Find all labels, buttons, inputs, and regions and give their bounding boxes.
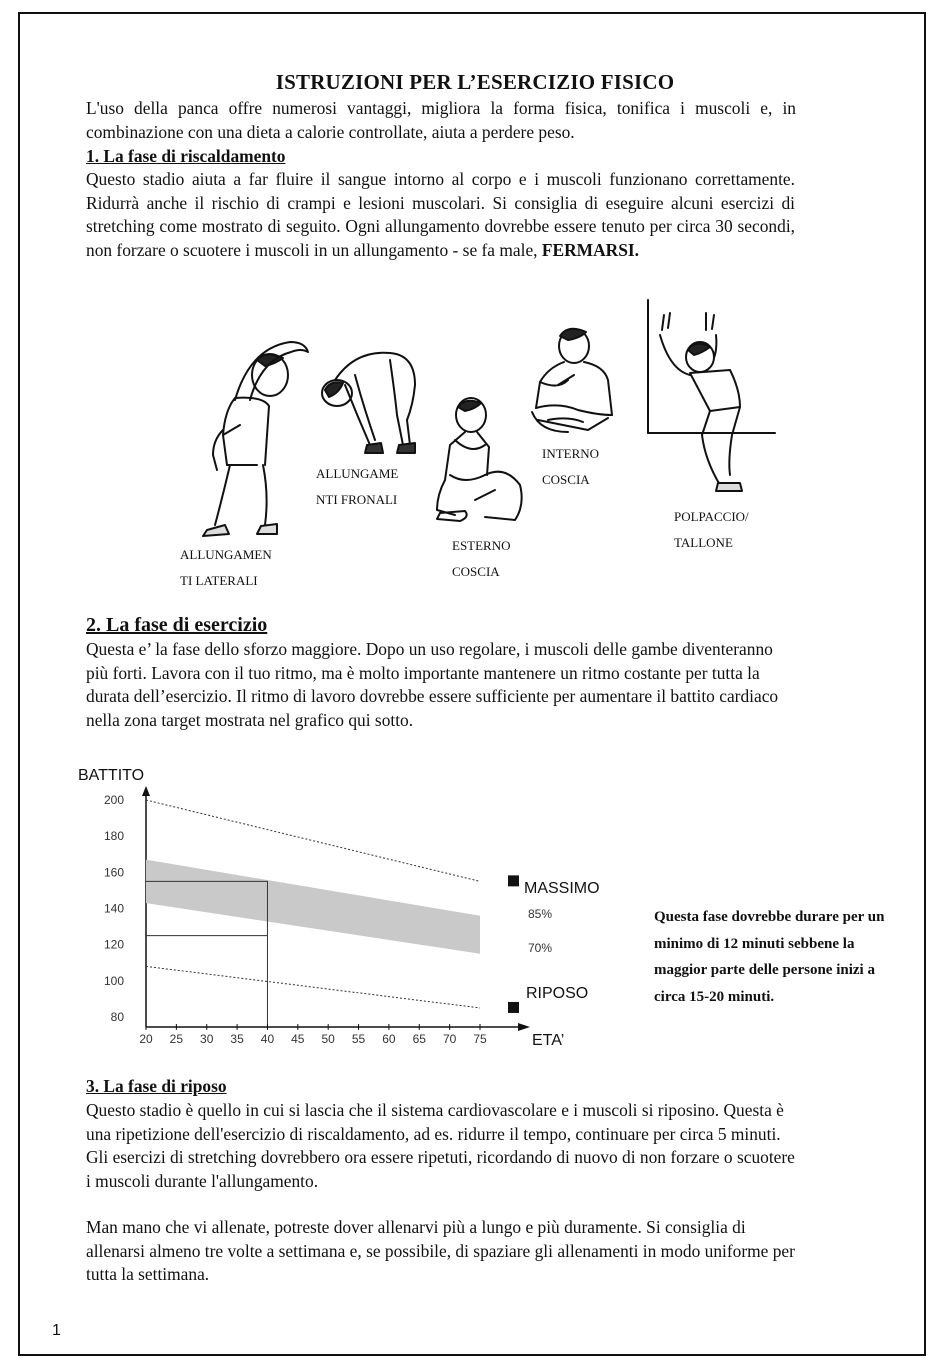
section1-heading: 1. La fase di riscaldamento: [86, 146, 286, 166]
band-upper-label: 85%: [528, 907, 553, 921]
y-axis-label: BATTITO: [78, 767, 145, 784]
series-label-riposo: RIPOSO: [526, 985, 589, 1002]
x-axis-label: ETA’: [532, 1032, 565, 1049]
caption-frontal-line1: ALLUNGAME: [316, 466, 399, 481]
x-tick-label: 50: [321, 1032, 335, 1046]
outer-thigh-stretch-figure: [425, 395, 540, 530]
y-tick-label: 140: [103, 901, 124, 916]
caption-calf-line2: TALLONE: [674, 535, 733, 550]
series-label-massimo: MASSIMO: [524, 880, 600, 897]
x-tick-label: 35: [230, 1032, 244, 1046]
y-tick-label: 100: [103, 973, 124, 988]
caption-outer-line1: ESTERNO: [452, 538, 511, 553]
intro-paragraph: L'uso della panca offre numerosi vantaggi, migliora la forma fisica, tonifica i muscoli e, in combinazione con una dieta a calorie controllate, aiuta a perdere peso.: [86, 98, 796, 142]
x-tick-label: 25: [169, 1032, 184, 1046]
x-tick-label: 40: [260, 1032, 275, 1046]
section3-body2: Man mano che vi allenate, potreste dover allenarvi più a lungo e più duramente. Si consiglia di allenarsi almeno tre volte a settimana e, se possibile, di spaziare gli allenamenti in modo uniforme per tutta la settimana.: [86, 1217, 795, 1284]
caption-outer-thigh: [452, 533, 511, 585]
section1-body: [86, 168, 795, 262]
x-tick-label: 55: [351, 1032, 366, 1046]
x-tick-label: 20: [139, 1032, 153, 1046]
series-marker-riposo: [508, 1002, 519, 1013]
caption-frontal-line2: NTI FRONALI: [316, 492, 398, 507]
y-tick-label: 80: [110, 1010, 124, 1024]
section1-body-text: Questo stadio aiuta a far fluire il sangue intorno al corpo e i muscoli funzionano correttamente. Ridurrà anche il rischio di crampi e lesioni muscolari. Si consiglia di eseguire alcuni esercizi di stretching come mostrato di seguito. Ogni allungamento dovrebbe essere tenuto per circa 30 secondi, non forzare o scuotere i muscoli in un allungamento - se fa male,: [86, 169, 795, 260]
x-tick-label: 45: [291, 1032, 305, 1046]
target-zone-area: [146, 860, 480, 954]
x-tick-label: 60: [382, 1032, 396, 1046]
caption-frontal: [316, 461, 398, 513]
section2-heading: 2. La fase di esercizio: [86, 614, 268, 636]
y-tick-label: 200: [103, 793, 124, 807]
section2-body: Questa e’ la fase dello sforzo maggiore. Dopo un uso regolare, i muscoli delle gambe diventeranno più forti. Lavora con il tuo ritmo, ma è molto importante mantenere un ritmo costante per tutta la durata dell’esercizio. Il ritmo di lavoro dovrebbe essere sufficiente per aumentare il battito cardiaco nella zona target mostrata nel grafico qui sotto.: [86, 639, 779, 730]
x-tick-label: 30: [200, 1032, 214, 1046]
caption-outer-line2: COSCIA: [452, 564, 500, 579]
section3-body1: Questo stadio è quello in cui si lascia che il sistema cardiovascolare e i muscoli si riposino. Questa è una ripetizione dell'esercizio di riscaldamento, ad es. ridurre il tempo, continuare per circa 5 minuti. Gli esercizi di stretching dovrebbero ora essere ripetuti, ricordando di nuovo di non forzare o scuotere i muscoli durante l'allungamento.: [86, 1100, 795, 1191]
band-lower-label: 70%: [528, 941, 553, 955]
section1-body-bold: FERMARSI.: [541, 239, 639, 260]
x-tick-label: 75: [473, 1032, 487, 1046]
y-tick-label: 180: [103, 829, 124, 844]
series-marker-massimo: [508, 875, 519, 886]
x-tick-label: 70: [442, 1032, 457, 1046]
caption-inner-thigh: [542, 441, 599, 493]
section3-heading: 3. La fase di riposo: [86, 1076, 227, 1096]
frontal-stretch-figure: [315, 345, 425, 460]
caption-inner-line2: COSCIA: [542, 472, 590, 487]
page-number: 1: [52, 1322, 61, 1339]
page-title: ISTRUZIONI PER L’ESERCIZIO FISICO: [275, 70, 675, 94]
y-tick-label: 120: [103, 937, 124, 952]
caption-lateral-line2: TI LATERALI: [180, 573, 258, 588]
y-tick-label: 160: [103, 865, 124, 880]
lateral-stretch-figure: [195, 330, 320, 545]
calf-stretch-figure: [640, 295, 780, 500]
x-tick-label: 65: [412, 1032, 426, 1046]
caption-lateral: [180, 542, 272, 594]
caption-inner-line1: INTERNO: [542, 446, 600, 461]
y-axis-arrow: [142, 786, 150, 796]
x-axis-arrow: [518, 1023, 530, 1031]
series-line-riposo: [146, 966, 480, 1008]
caption-calf-line1: POLPACCIO/: [674, 509, 749, 524]
caption-lateral-line1: ALLUNGAMEN: [180, 547, 272, 562]
inner-thigh-stretch-figure: [528, 320, 638, 440]
caption-calf: [674, 504, 749, 556]
target-zone-band: [146, 860, 480, 954]
heart-rate-chart: [70, 760, 630, 1060]
exercise-duration-note: Questa fase dovrebbe durare per un minimo di 12 minuti sebbene la maggior parte delle persone inizi a circa 15-20 minuti.: [654, 909, 885, 1005]
